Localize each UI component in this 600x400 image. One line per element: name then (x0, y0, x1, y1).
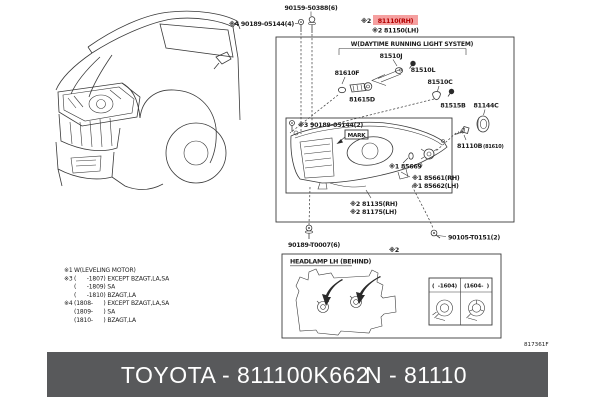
legend-text: ( -1807) EXCEPT BZAGT,LA,SA (74, 275, 170, 283)
legend-ref: ※4 (64, 300, 73, 308)
headlamp-part-numbers (361, 15, 419, 35)
legend-ref: ※3 (64, 275, 73, 283)
part-label-90105-T0151: 90105-T0151(2) (448, 234, 501, 242)
ref-mark-2-behind: ※2 (389, 247, 400, 254)
o-ring-icon (409, 153, 413, 159)
vehicle-headlamp-detail (58, 83, 140, 126)
page-code: 817361F (524, 342, 549, 348)
pin-icon (448, 89, 454, 97)
ref-mark-2: ※2 (360, 18, 371, 25)
socket-icon (338, 83, 371, 93)
drl-system-title: W(DAYTIME RUNNING LIGHT SYSTEM) (350, 41, 474, 48)
footer-bar (47, 352, 548, 397)
top-fasteners (229, 5, 338, 33)
pointer-arrow-icon (372, 70, 401, 86)
footer-part-number: TOYOTA - 811100K662 (120, 362, 370, 388)
bulb-socket-icon (467, 300, 485, 321)
screw-icon (455, 127, 469, 135)
screw-icon (308, 17, 315, 33)
legend-text: (1809- ) SA (74, 308, 116, 316)
table-col-before: ( -1604) (431, 283, 458, 290)
footer-figure-number: N - 81110 (364, 362, 468, 388)
part-label-81135-rh: ※2 81135(RH) (350, 201, 398, 208)
part-label-85669: ※1 85669 (389, 163, 422, 171)
part-label-81510J: 81510J (379, 53, 403, 60)
bolt-icon (305, 225, 313, 239)
part-label-81515B: 81515B (440, 102, 466, 110)
legend-text: ( -1810) BZAGT,LA (74, 291, 136, 299)
clip-icon (433, 92, 441, 100)
grommet-ring-icon (477, 116, 489, 132)
part-label-81110B-ref: (81610) (483, 144, 504, 150)
bulb-socket-icon (433, 300, 453, 321)
drl-system-section (339, 41, 474, 66)
part-label-90189-T0007: 90189-T0007(6) (287, 242, 341, 249)
part-label-81175-lh: ※2 81175(LH) (350, 209, 397, 216)
part-label-90159-50388: 90159-50388(6) (284, 5, 338, 12)
part-label-85661-rh: ※1 85661(RH) (412, 175, 460, 182)
behind-lamp-drawing (296, 269, 396, 335)
bottom-fasteners (288, 225, 500, 254)
part-label-85662-lh: ※1 85662(LH) (412, 183, 459, 190)
legend-text: ( -1809) SA (74, 283, 116, 291)
part-label-81144C: 81144C (473, 102, 499, 110)
part-label-81510C: 81510C (427, 79, 453, 86)
table-col-after: (1604- ) (463, 283, 490, 290)
part-label-81610F: 81610F (334, 70, 360, 77)
part-label-81510L: 81510L (410, 67, 436, 74)
part-label-81110-rh: 81110(RH) (377, 18, 414, 25)
part-label-81110B: 81110B (457, 143, 483, 150)
part-label-81150-lh: ※2 81150(LH) (372, 27, 419, 35)
legend-ref: ※1 (64, 267, 73, 274)
screw-icon (431, 230, 440, 238)
vehicle-illustration (56, 11, 240, 190)
assembly-dashed-lines (290, 33, 456, 228)
leveling-motor-icon (421, 149, 437, 159)
behind-title: HEADLAMP LH (BEHIND) (290, 258, 372, 266)
bracket-labels (350, 190, 398, 216)
headlamp-behind-section (282, 254, 501, 338)
curved-arrow-icon (322, 279, 343, 306)
part-label-90189-05144-4: ※4 90189-05144(4) (228, 21, 294, 28)
mark-label: MARK (347, 132, 366, 139)
legend (64, 267, 170, 324)
part-label-81615D: 81615D (349, 96, 375, 104)
legend-text: (1810- ) BZAGT,LA (74, 316, 136, 324)
behind-variant-table (429, 278, 492, 325)
part-label-90189-05144-2: ※3 90189-05144(2) (298, 122, 364, 129)
lamp-subassembly (290, 120, 460, 190)
legend-text: (1808- ) EXCEPT BZAGT,LA,SA (74, 300, 170, 308)
legend-text: W(LEVELING MOTOR) (74, 267, 136, 274)
grommet-icon (395, 68, 402, 74)
screw-icon (298, 19, 303, 32)
